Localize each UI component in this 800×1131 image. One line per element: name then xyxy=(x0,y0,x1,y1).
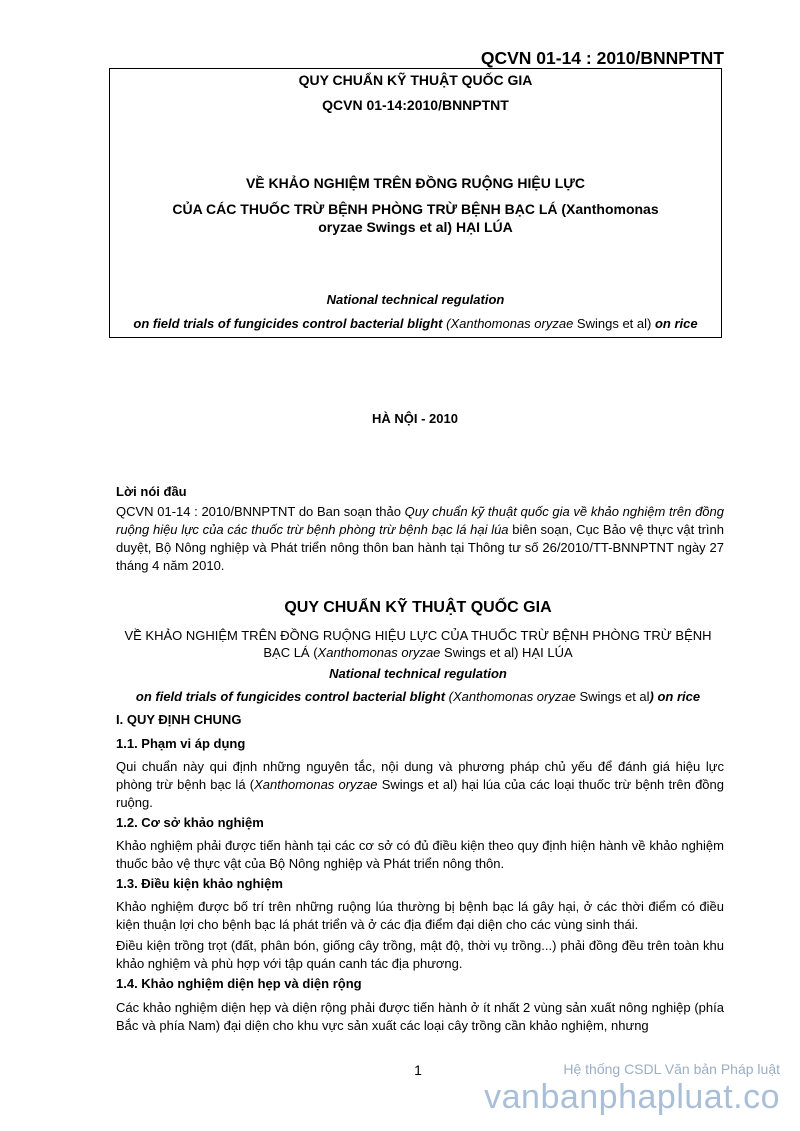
title-english-line-2: on field trials of fungicides control bacterial blight (Xanthomonas oryzae Swings et al) on rice xyxy=(133,316,698,331)
section-1-3-heading: 1.3. Điều kiện khảo nghiệm xyxy=(116,876,283,891)
section-1-2-text: Khảo nghiệm phải được tiến hành tại các cơ sở có đủ điều kiện theo quy định hiện hành về khảo nghiệm thuốc bảo vệ thực vật của Bộ Nông nghiệp và Phát triển nông thôn. xyxy=(116,838,724,871)
section-1-4-heading: 1.4. Khảo nghiệm diện hẹp và diện rộng xyxy=(116,976,362,991)
place-and-year: HÀ NỘI - 2010 xyxy=(372,411,458,426)
section-english-2: on field trials of fungicides control bacterial blight (Xanthomonas oryzae Swings et al) on rice xyxy=(135,689,701,704)
page-number: 1 xyxy=(414,1062,422,1078)
section-1-2-heading: 1.2. Cơ sở khảo nghiệm xyxy=(116,815,264,830)
title-national-standard: QUY CHUẨN KỸ THUẬT QUỐC GIA xyxy=(298,72,533,88)
section-1-3-text-2: Điều kiện trồng trọt (đất, phân bón, giống cây trồng, mật độ, thời vụ trồng...) phải đồng đều trên toàn khu khảo nghiệm và phù hợp với tập quán canh tác địa phương. xyxy=(116,938,724,971)
section-1-1-heading: 1.1. Phạm vi áp dụng xyxy=(116,736,246,751)
title-subject-line-3: oryzae Swings et al) HẠI LÚA xyxy=(318,219,513,235)
section-1-1-text: Qui chuẩn này qui định những nguyên tắc, nội dung và phương pháp chủ yếu để đánh giá hiệu lực phòng trừ bệnh bạc lá (Xanthomonas oryzae Swings et al) hại lúa của các loại thuốc trừ bệnh trên đồng ruộng. xyxy=(116,759,724,810)
watermark-caption: Hệ thống CSDL Văn bản Pháp luật xyxy=(563,1061,780,1077)
section-subtitle: VỀ KHẢO NGHIỆM TRÊN ĐỒNG RUỘNG HIỆU LỰC CỦA THUỐC TRỪ BỆNH PHÒNG TRỪ BỆNH BẠC LÁ (Xanthomonas oryzae Swings et al) HẠI LÚA xyxy=(124,628,712,660)
title-standard-code: QCVN 01-14:2010/BNNPTNT xyxy=(322,97,509,113)
title-english-line-1: National technical regulation xyxy=(326,292,505,307)
section-title: QUY CHUẨN KỸ THUẬT QUỐC GIA xyxy=(284,599,552,616)
section-english-1: National technical regulation xyxy=(329,666,507,681)
watermark-site: vanbanphapluat.co xyxy=(484,1078,780,1116)
section-1-4-text: Các khảo nghiệm diện hẹp và diện rộng phải được tiến hành ở ít nhất 2 vùng sản xuất nông nghiệp (phía Bắc và phía Nam) đại diện cho khu vực sản xuất các loại cây trồng cần khảo nghiệm, nhưng xyxy=(116,1000,724,1033)
foreword-text: QCVN 01-14 : 2010/BNNPTNT do Ban soạn thảo Quy chuẩn kỹ thuật quốc gia về khảo nghiệm trên đồng ruộng hiệu lực của các thuốc trừ bệnh phòng trừ bệnh bạc lá hại lúa biên soạn, Cục Bảo vệ thực vật trình duyệt, Bộ Nông nghiệp và Phát triển nông thôn ban hành tại Thông tư số 26/2010/TT-BNNPTNT ngày 27 tháng 4 năm 2010. xyxy=(116,504,725,573)
title-subject-line-2: CỦA CÁC THUỐC TRỪ BỆNH PHÒNG TRỪ BỆNH BẠC LÁ (Xanthomonas xyxy=(172,201,659,217)
document-code-header: QCVN 01-14 : 2010/BNNPTNT xyxy=(480,48,724,68)
chapter-heading: I. QUY ĐỊNH CHUNG xyxy=(116,712,242,727)
section-1-3-text-1: Khảo nghiệm được bố trí trên những ruộng lúa thường bị bệnh bạc lá gây hại, ở các thời điểm có điều kiện thuận lợi cho bệnh bạc lá phát triển và ở các địa điểm đại diện cho các vùng sinh thái. xyxy=(116,899,724,932)
title-subject-line-1: VỀ KHẢO NGHIỆM TRÊN ĐỒNG RUỘNG HIỆU LỰC xyxy=(245,175,586,191)
foreword-heading: Lời nói đầu xyxy=(116,484,187,499)
